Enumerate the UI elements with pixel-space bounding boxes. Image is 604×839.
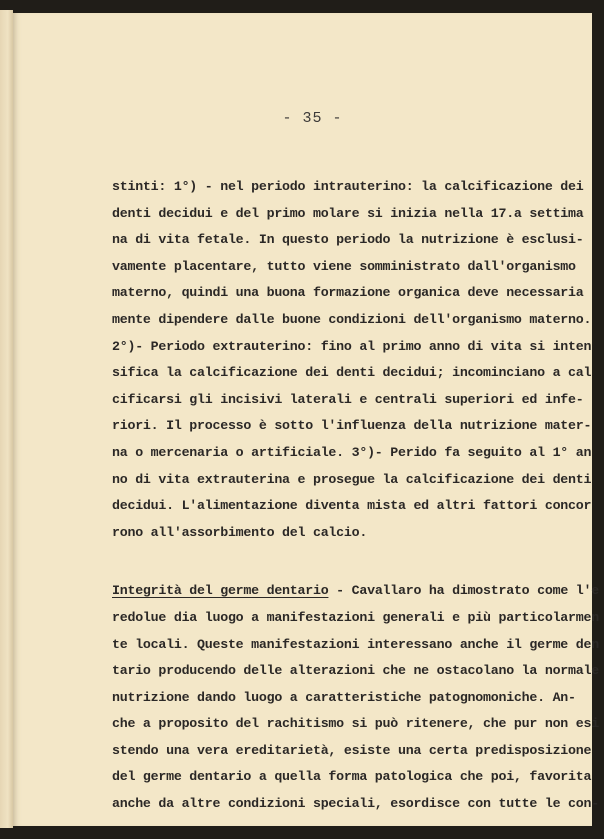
text-line: mente dipendere dalle buone condizioni dell'organismo materno.	[112, 311, 592, 327]
text-line: na di vita fetale. In questo periodo la nutrizione è esclusi-	[112, 232, 584, 248]
text-line: te locali. Queste manifestazioni interessano anche il germe den	[112, 636, 599, 652]
text-line: anche da altre condizioni speciali, esordisce con tutte le con-	[112, 796, 599, 812]
section-heading: Integrità del germe dentario	[112, 583, 329, 599]
text-line: materno, quindi una buona formazione organica deve necessaria	[112, 285, 584, 301]
text-line: vamente placentare, tutto viene somministrato dall'organismo	[112, 258, 576, 274]
text-line: cificarsi gli incisivi laterali e centrali superiori ed infe-	[112, 391, 584, 407]
text-line: denti decidui e del primo molare si inizia nella 17.a settima	[112, 205, 584, 221]
previous-page-edge	[0, 10, 13, 828]
text-line: redolue dia luogo a manifestazioni generali e più particolarmen	[112, 609, 599, 625]
text-line	[112, 578, 599, 605]
text-line: sifica la calcificazione dei denti decidui; incominciano a cal	[112, 365, 592, 381]
paragraph-gap	[112, 546, 582, 578]
text-line: 2°)- Periodo extrauterino: fino al primo anno di vita si inten	[112, 338, 592, 354]
text-line: na o mercenaria o artificiale. 3°)- Perido fa seguito al 1° an	[112, 444, 592, 460]
text-line: stendo una vera ereditarietà, esiste una certa predisposizione	[112, 742, 592, 758]
text-line: riori. Il processo è sotto l'influenza della nutrizione mater-	[112, 418, 592, 434]
document-page	[13, 13, 599, 826]
text-line: del germe dentario a quella forma patologica che poi, favorita	[112, 769, 592, 785]
page-number: - 35 -	[282, 110, 343, 127]
heading-line-rest: - Cavallaro ha dimostrato come l'e	[328, 583, 599, 599]
text-line: tario producendo delle alterazioni che ne ostacolano la normale	[112, 663, 599, 679]
text-line: che a proposito del rachitismo si può ritenere, che pur non esi	[112, 716, 599, 732]
text-line: nutrizione dando luogo a caratteristiche patognomoniche. An-	[112, 689, 576, 705]
text-line: rono all'assorbimento del calcio.	[112, 524, 368, 540]
text-line: no di vita extrauterina e prosegue la calcificazione dei denti	[112, 471, 592, 487]
paragraph-2	[112, 578, 599, 817]
text-line: stinti: 1°) - nel periodo intrauterino: la calcificazione dei	[112, 179, 584, 194]
body-text	[112, 174, 599, 818]
text-line: decidui. L'alimentazione diventa mista ed altri fattori concor	[112, 498, 592, 514]
paragraph-1	[112, 174, 592, 546]
